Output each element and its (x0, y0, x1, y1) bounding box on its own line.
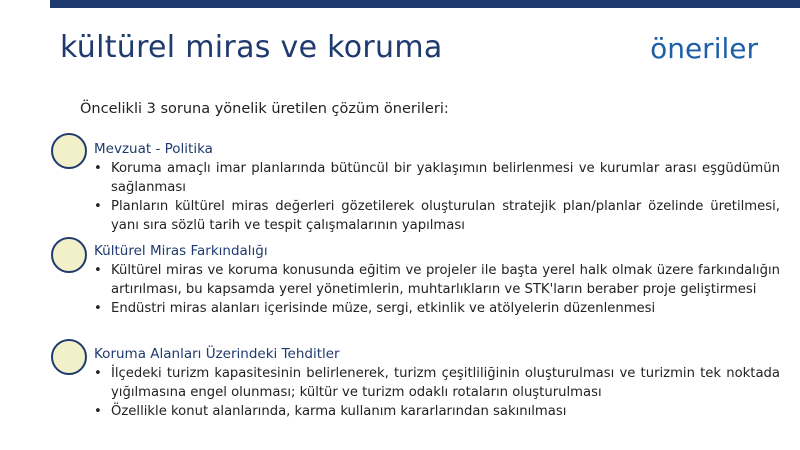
list-item: • Kültürel miras ve koruma konusunda eğitim ve projeler ile başta yerel halk olmak üzere farkındalığın artırılması, bu kapsamda yerel yönetimlerin, muhtarlıkların ve STK'ların beraber proje geliştirmesi (92, 261, 780, 299)
intro-text: Öncelikli 3 soruna yönelik üretilen çözüm önerileri: (80, 101, 449, 117)
group-title-mevzuat: Mevzuat - Politika (94, 141, 213, 157)
page-title: kültürel miras ve koruma (60, 30, 443, 65)
group-marker-circle (51, 133, 87, 169)
group-list-mevzuat (92, 159, 780, 235)
section-label: öneriler (650, 32, 758, 65)
group-list-tehditler (92, 364, 780, 421)
list-item: • Planların kültürel miras değerleri gözetilerek oluşturulan stratejik plan/planlar özelinde üretilmesi, yanı sıra sözlü tarih ve tespit çalışmalarının yapılması (92, 197, 780, 235)
group-title-farkindalik: Kültürel Miras Farkındalığı (94, 243, 268, 259)
group-marker-circle (51, 339, 87, 375)
top-accent-bar (50, 0, 800, 8)
list-item: • Özellikle konut alanlarında, karma kullanım kararlarından sakınılması (92, 402, 780, 421)
list-item: • Endüstri miras alanları içerisinde müze, sergi, etkinlik ve atölyelerin düzenlenmesi (92, 299, 780, 318)
group-marker-circle (51, 237, 87, 273)
group-title-tehditler: Koruma Alanları Üzerindeki Tehditler (94, 346, 340, 362)
group-list-farkindalik (92, 261, 780, 318)
list-item: • Koruma amaçlı imar planlarında bütüncül bir yaklaşımın belirlenmesi ve kurumlar arası eşgüdümün sağlanması (92, 159, 780, 197)
list-item: • İlçedeki turizm kapasitesinin belirlenerek, turizm çeşitliliğinin oluşturulması ve turizmin tek noktada yığılmasına engel olunması; kültür ve turizm odaklı rotaların oluşturulması (92, 364, 780, 402)
